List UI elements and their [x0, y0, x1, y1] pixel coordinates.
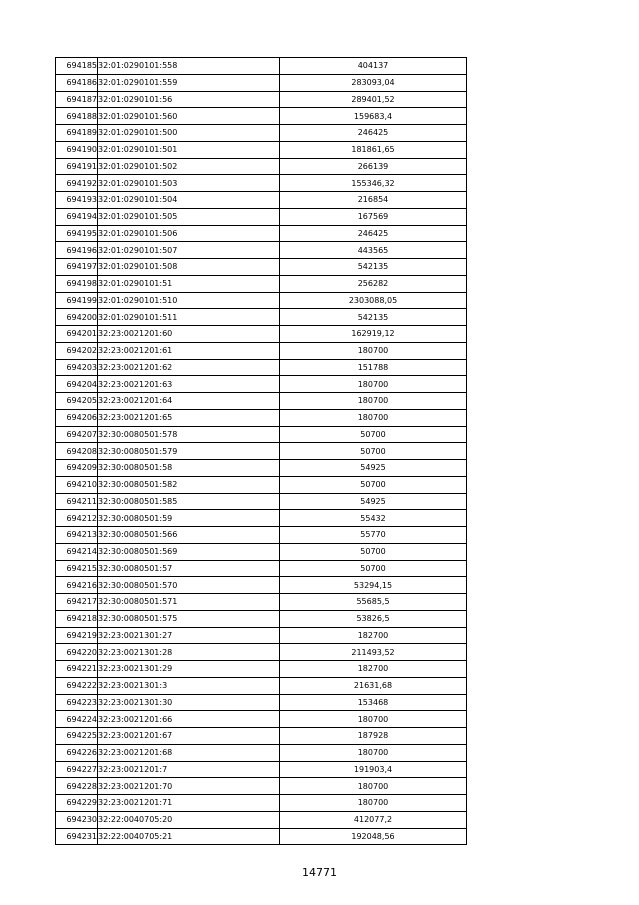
cadastral-number-cell: 32:22:0040705:21: [98, 828, 280, 845]
cadastral-number-cell: 32:23:0021201:67: [98, 728, 280, 745]
row-id-cell: 694200: [56, 309, 98, 326]
table-row: [56, 677, 467, 694]
row-id-cell: 694185: [56, 58, 98, 75]
table-row: [56, 342, 467, 359]
value-cell: 289401,52: [280, 91, 467, 108]
value-cell: 192048,56: [280, 828, 467, 845]
row-id-cell: 694190: [56, 141, 98, 158]
cadastral-number-cell: 32:01:0290101:51: [98, 275, 280, 292]
table-row: [56, 476, 467, 493]
table-row: [56, 326, 467, 343]
table-row: [56, 543, 467, 560]
table-row: [56, 158, 467, 175]
row-id-cell: 694209: [56, 460, 98, 477]
table-row: [56, 728, 467, 745]
row-id-cell: 694222: [56, 677, 98, 694]
table-row: [56, 744, 467, 761]
value-cell: 53826,5: [280, 610, 467, 627]
table-row: [56, 644, 467, 661]
table-row: [56, 426, 467, 443]
row-id-cell: 694227: [56, 761, 98, 778]
table-row: [56, 811, 467, 828]
row-id-cell: 694221: [56, 661, 98, 678]
row-id-cell: 694208: [56, 443, 98, 460]
value-cell: 50700: [280, 476, 467, 493]
table-row: [56, 208, 467, 225]
cadastral-number-cell: 32:23:0021301:29: [98, 661, 280, 678]
row-id-cell: 694197: [56, 259, 98, 276]
table-row: [56, 694, 467, 711]
table-body: [56, 58, 467, 845]
row-id-cell: 694193: [56, 192, 98, 209]
table-row: [56, 761, 467, 778]
row-id-cell: 694216: [56, 577, 98, 594]
table-row: [56, 242, 467, 259]
cadastral-number-cell: 32:23:0021301:30: [98, 694, 280, 711]
cadastral-number-cell: 32:01:0290101:56: [98, 91, 280, 108]
value-cell: 54925: [280, 460, 467, 477]
cadastral-number-cell: 32:01:0290101:503: [98, 175, 280, 192]
cadastral-number-cell: 32:23:0021201:71: [98, 795, 280, 812]
value-cell: 266139: [280, 158, 467, 175]
cadastral-number-cell: 32:01:0290101:559: [98, 74, 280, 91]
value-cell: 246425: [280, 225, 467, 242]
table-row: [56, 259, 467, 276]
value-cell: 180700: [280, 393, 467, 410]
value-cell: 180700: [280, 409, 467, 426]
value-cell: 180700: [280, 342, 467, 359]
row-id-cell: 694230: [56, 811, 98, 828]
value-cell: 53294,15: [280, 577, 467, 594]
value-cell: 162919,12: [280, 326, 467, 343]
table-row: [56, 108, 467, 125]
value-cell: 180700: [280, 711, 467, 728]
table-row: [56, 661, 467, 678]
value-cell: 216854: [280, 192, 467, 209]
cadastral-number-cell: 32:30:0080501:571: [98, 594, 280, 611]
table-row: [56, 493, 467, 510]
row-id-cell: 694191: [56, 158, 98, 175]
table-row: [56, 460, 467, 477]
cadastral-number-cell: 32:30:0080501:578: [98, 426, 280, 443]
value-cell: 542135: [280, 309, 467, 326]
value-cell: 153468: [280, 694, 467, 711]
row-id-cell: 694192: [56, 175, 98, 192]
row-id-cell: 694213: [56, 527, 98, 544]
value-cell: 246425: [280, 125, 467, 142]
value-cell: 182700: [280, 627, 467, 644]
cadastral-number-cell: 32:23:0021201:68: [98, 744, 280, 761]
cadastral-number-cell: 32:01:0290101:501: [98, 141, 280, 158]
row-id-cell: 694214: [56, 543, 98, 560]
row-id-cell: 694226: [56, 744, 98, 761]
table-row: [56, 393, 467, 410]
row-id-cell: 694203: [56, 359, 98, 376]
cadastral-number-cell: 32:01:0290101:504: [98, 192, 280, 209]
value-cell: 187928: [280, 728, 467, 745]
row-id-cell: 694199: [56, 292, 98, 309]
value-cell: 443565: [280, 242, 467, 259]
value-cell: 404137: [280, 58, 467, 75]
row-id-cell: 694217: [56, 594, 98, 611]
value-cell: 283093,04: [280, 74, 467, 91]
row-id-cell: 694215: [56, 560, 98, 577]
cadastral-number-cell: 32:23:0021201:64: [98, 393, 280, 410]
cadastral-number-cell: 32:23:0021201:61: [98, 342, 280, 359]
cadastral-number-cell: 32:01:0290101:505: [98, 208, 280, 225]
row-id-cell: 694186: [56, 74, 98, 91]
cadastral-number-cell: 32:30:0080501:569: [98, 543, 280, 560]
row-id-cell: 694187: [56, 91, 98, 108]
value-cell: 55432: [280, 510, 467, 527]
cadastral-number-cell: 32:23:0021201:60: [98, 326, 280, 343]
value-cell: 55685,5: [280, 594, 467, 611]
data-table: [55, 57, 467, 845]
table-row: [56, 610, 467, 627]
cadastral-number-cell: 32:01:0290101:506: [98, 225, 280, 242]
value-cell: 55770: [280, 527, 467, 544]
table-row: [56, 527, 467, 544]
value-cell: 180700: [280, 795, 467, 812]
cadastral-number-cell: 32:01:0290101:510: [98, 292, 280, 309]
table-row: [56, 778, 467, 795]
row-id-cell: 694212: [56, 510, 98, 527]
value-cell: 50700: [280, 560, 467, 577]
cadastral-number-cell: 32:23:0021301:27: [98, 627, 280, 644]
table-row: [56, 795, 467, 812]
row-id-cell: 694206: [56, 409, 98, 426]
table-row: [56, 510, 467, 527]
value-cell: 167569: [280, 208, 467, 225]
table-row: [56, 292, 467, 309]
cadastral-number-cell: 32:23:0021201:70: [98, 778, 280, 795]
cadastral-number-cell: 32:30:0080501:57: [98, 560, 280, 577]
table-row: [56, 828, 467, 845]
table-row: [56, 58, 467, 75]
cadastral-number-cell: 32:01:0290101:500: [98, 125, 280, 142]
value-cell: 159683,4: [280, 108, 467, 125]
cadastral-number-cell: 32:01:0290101:558: [98, 58, 280, 75]
row-id-cell: 694228: [56, 778, 98, 795]
row-id-cell: 694231: [56, 828, 98, 845]
value-cell: 180700: [280, 778, 467, 795]
cadastral-number-cell: 32:01:0290101:560: [98, 108, 280, 125]
row-id-cell: 694196: [56, 242, 98, 259]
row-id-cell: 694225: [56, 728, 98, 745]
cadastral-number-cell: 32:30:0080501:58: [98, 460, 280, 477]
cadastral-number-cell: 32:01:0290101:508: [98, 259, 280, 276]
value-cell: 151788: [280, 359, 467, 376]
table-row: [56, 359, 467, 376]
cadastral-number-cell: 32:30:0080501:575: [98, 610, 280, 627]
cadastral-number-cell: 32:30:0080501:585: [98, 493, 280, 510]
value-cell: 181861,65: [280, 141, 467, 158]
cadastral-number-cell: 32:30:0080501:579: [98, 443, 280, 460]
value-cell: 155346,32: [280, 175, 467, 192]
table-row: [56, 74, 467, 91]
value-cell: 542135: [280, 259, 467, 276]
row-id-cell: 694194: [56, 208, 98, 225]
value-cell: 180700: [280, 376, 467, 393]
row-id-cell: 694195: [56, 225, 98, 242]
row-id-cell: 694188: [56, 108, 98, 125]
cadastral-number-cell: 32:23:0021201:65: [98, 409, 280, 426]
row-id-cell: 694210: [56, 476, 98, 493]
cadastral-number-cell: 32:22:0040705:20: [98, 811, 280, 828]
value-cell: 54925: [280, 493, 467, 510]
table-row: [56, 409, 467, 426]
table-row: [56, 125, 467, 142]
row-id-cell: 694198: [56, 275, 98, 292]
cadastral-number-cell: 32:23:0021201:63: [98, 376, 280, 393]
cadastral-number-cell: 32:30:0080501:59: [98, 510, 280, 527]
table-row: [56, 594, 467, 611]
table-row: [56, 192, 467, 209]
table-row: [56, 141, 467, 158]
value-cell: 50700: [280, 443, 467, 460]
value-cell: 50700: [280, 426, 467, 443]
table-row: [56, 309, 467, 326]
row-id-cell: 694201: [56, 326, 98, 343]
table-row: [56, 175, 467, 192]
value-cell: 256282: [280, 275, 467, 292]
row-id-cell: 694223: [56, 694, 98, 711]
value-cell: 412077,2: [280, 811, 467, 828]
table-row: [56, 443, 467, 460]
cadastral-number-cell: 32:23:0021201:66: [98, 711, 280, 728]
row-id-cell: 694219: [56, 627, 98, 644]
row-id-cell: 694202: [56, 342, 98, 359]
row-id-cell: 694189: [56, 125, 98, 142]
table-row: [56, 225, 467, 242]
cadastral-number-cell: 32:01:0290101:511: [98, 309, 280, 326]
table-row: [56, 711, 467, 728]
row-id-cell: 694204: [56, 376, 98, 393]
row-id-cell: 694211: [56, 493, 98, 510]
value-cell: 50700: [280, 543, 467, 560]
row-id-cell: 694220: [56, 644, 98, 661]
table-row: [56, 376, 467, 393]
row-id-cell: 694218: [56, 610, 98, 627]
cadastral-number-cell: 32:23:0021201:62: [98, 359, 280, 376]
table-row: [56, 627, 467, 644]
value-cell: 2303088,05: [280, 292, 467, 309]
value-cell: 180700: [280, 744, 467, 761]
value-cell: 211493,52: [280, 644, 467, 661]
row-id-cell: 694205: [56, 393, 98, 410]
value-cell: 182700: [280, 661, 467, 678]
row-id-cell: 694229: [56, 795, 98, 812]
table-row: [56, 560, 467, 577]
table-row: [56, 577, 467, 594]
cadastral-number-cell: 32:30:0080501:570: [98, 577, 280, 594]
table-row: [56, 275, 467, 292]
cadastral-number-cell: 32:23:0021301:28: [98, 644, 280, 661]
page-number: 14771: [302, 866, 337, 879]
cadastral-number-cell: 32:30:0080501:566: [98, 527, 280, 544]
row-id-cell: 694224: [56, 711, 98, 728]
table-row: [56, 91, 467, 108]
cadastral-number-cell: 32:30:0080501:582: [98, 476, 280, 493]
cadastral-number-cell: 32:01:0290101:502: [98, 158, 280, 175]
value-cell: 21631,68: [280, 677, 467, 694]
value-cell: 191903,4: [280, 761, 467, 778]
row-id-cell: 694207: [56, 426, 98, 443]
cadastral-number-cell: 32:23:0021201:7: [98, 761, 280, 778]
cadastral-number-cell: 32:23:0021301:3: [98, 677, 280, 694]
cadastral-number-cell: 32:01:0290101:507: [98, 242, 280, 259]
